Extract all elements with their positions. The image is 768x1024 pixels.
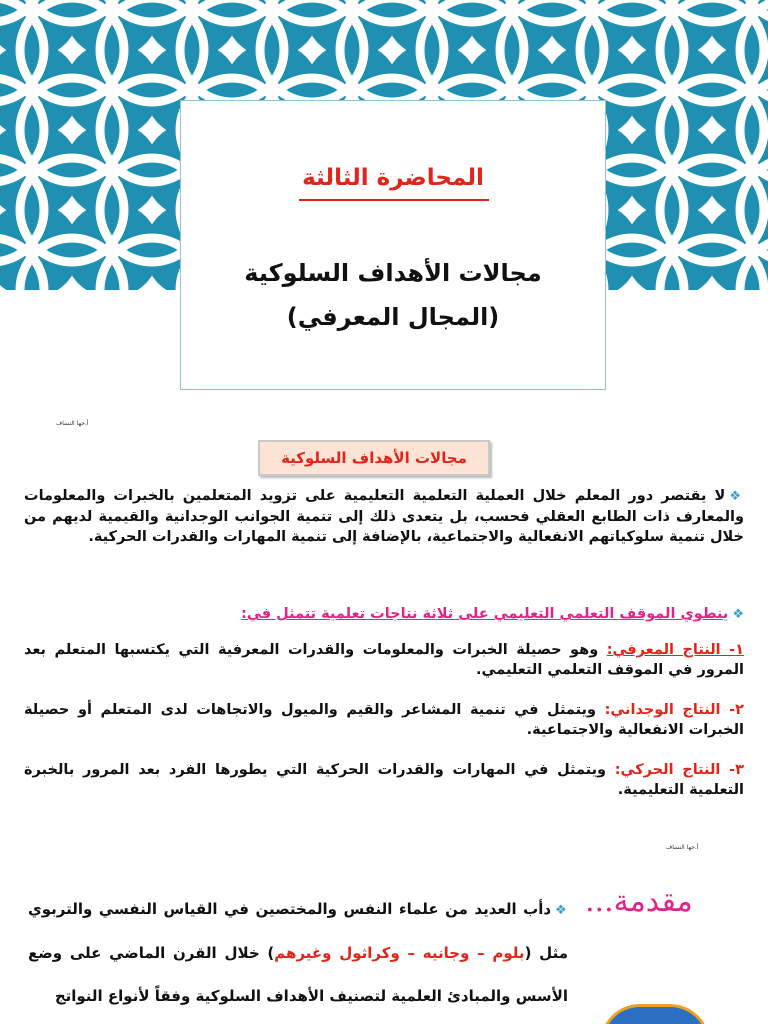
- intro-text: لا يقتصر دور المعلم خلال العملية التعلمية التعليمية على تزويد المتعلمين بالخبرات والمعلومات والمعارف ذات الطابع العقلي فحسب، بل يتعدى ذلك إلى تنمية الجوانب الوجدانية والقيمية لديهم من خلال تنمية سلوكياتهم الانفعالية والاجتماعية، بالإضافة إلى تنمية المهارات والقدرات الحركية.: [24, 488, 744, 545]
- diamond-bullet-icon: ❖: [732, 607, 744, 622]
- outcome-label: ٢- النتاج الوجداني:: [604, 702, 744, 718]
- outcome-label: ١- النتاج المعرفي:: [606, 642, 744, 658]
- domains-title-box: [258, 440, 490, 476]
- intro-paragraph: [24, 486, 744, 547]
- outcome-item: [24, 760, 744, 800]
- intro-text-b: ) خلال القرن الماضي على وضع الأسس والمبادئ العلمية لتصنيف الأهداف السلوكية وفقاً لأنواع النواتج: [28, 944, 568, 1005]
- globe-icon: [600, 1004, 710, 1024]
- intro-text-a: دأب العديد من علماء النفس والمختصين في القياس النفسي والتربوي مثل (: [28, 900, 568, 962]
- outcomes-heading-text: ينطوي الموقف التعلمي التعليمي على ثلاثة نتاجات تعلمية تتمثل في:: [241, 606, 729, 622]
- main-title-line2: (المجال المعرفي): [286, 303, 500, 331]
- outcome-text: وهو حصيلة الخبرات والمعلومات والقدرات المعرفية التي يكتسبها المتعلم بعد المرور في الموقف التعلمي التعليمي.: [24, 642, 744, 678]
- outcome-item: [24, 640, 744, 680]
- title-card: [180, 100, 606, 390]
- outcome-item: [24, 700, 744, 740]
- outcomes-heading: [24, 604, 744, 625]
- outcome-text: ويتمثل في المهارات والقدرات الحركية التي يطورها الفرد بعد المرور بالخبرة التعلمية التعليمية.: [24, 762, 744, 798]
- author-signature: أ.جها النساف: [56, 420, 89, 427]
- lecture-title-underline: [299, 199, 489, 201]
- introduction-paragraph: [28, 888, 568, 1018]
- domains-title: مجالات الأهداف السلوكية: [281, 449, 467, 467]
- main-title: [181, 251, 605, 339]
- introduction-heading: مقدمة...: [585, 884, 693, 919]
- lecture-title: المحاضرة الثالثة: [302, 165, 484, 191]
- main-title-line1: مجالات الأهداف السلوكية: [244, 259, 542, 287]
- author-signature: أ.جها النساف: [666, 844, 699, 851]
- diamond-bullet-icon: ❖: [555, 903, 568, 918]
- outcome-text: ويتمثل في تنمية المشاعر والقيم والميول والاتجاهات لدى المتعلم أو حصيلة الخبرات الانفعالية والاجتماعية.: [24, 702, 744, 738]
- scholar-names: بلوم – وجانيه – وكراثول وغيرهم: [274, 944, 525, 962]
- outcome-label: ٣- النتاج الحركي:: [614, 762, 744, 778]
- diamond-bullet-icon: ❖: [729, 489, 744, 504]
